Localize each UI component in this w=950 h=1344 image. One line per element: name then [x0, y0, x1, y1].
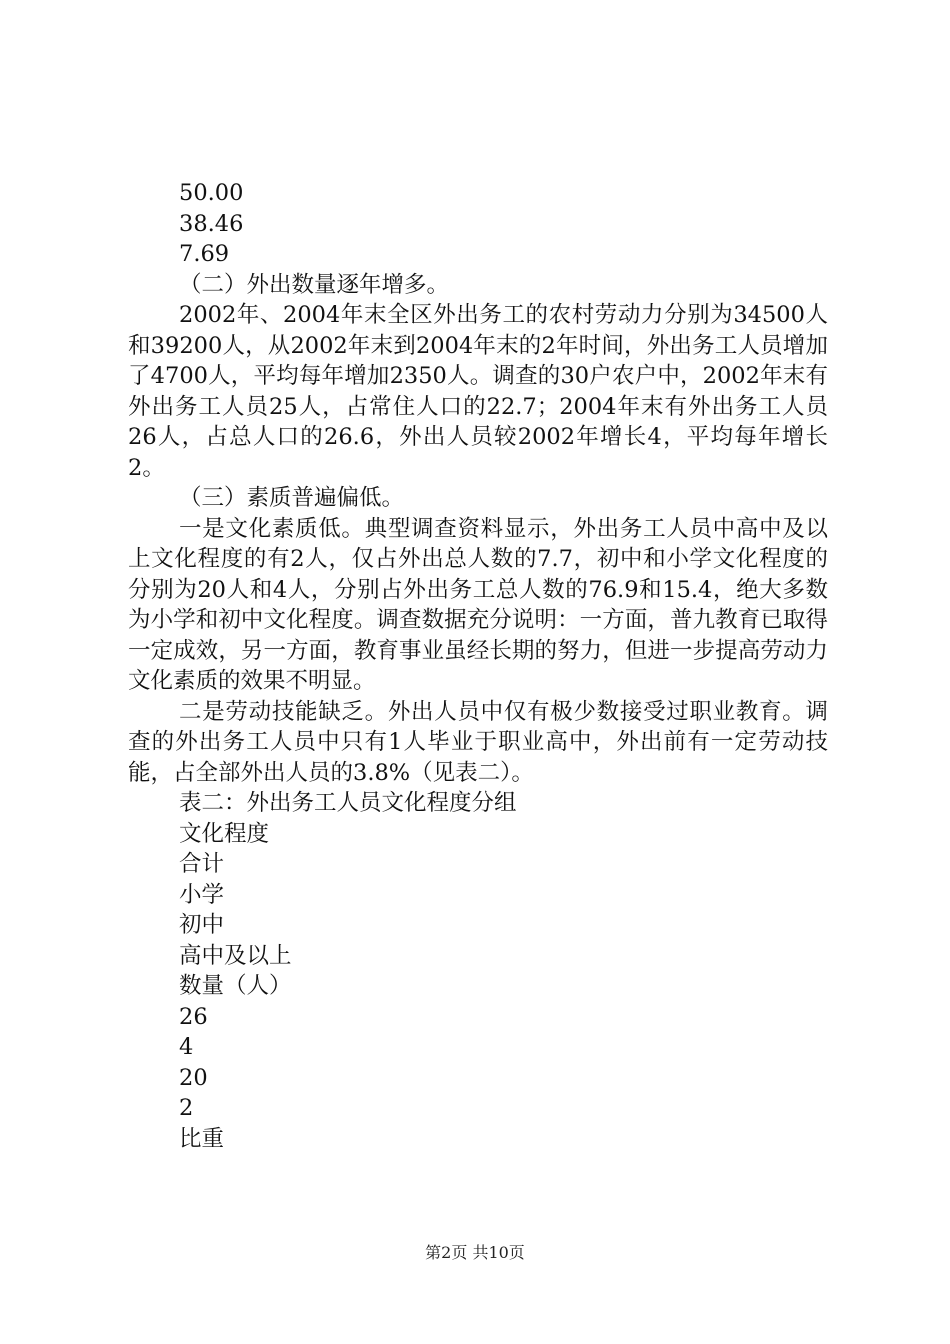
page-content	[128, 178, 828, 1154]
value-line: 7.69	[179, 241, 230, 267]
table-cell: 比重	[179, 1125, 225, 1152]
section-heading: （二）外出数量逐年增多。	[179, 271, 450, 298]
page-footer: 第2页 共10页	[425, 1243, 525, 1262]
table-cell: 26	[179, 1003, 208, 1030]
body-paragraph: 2002年、2004年末全区外出务工的农村劳动力分别为34500人和39200人，从2002年末到2004年末的2年时间，外出务工人员增加了4700人，平均每年增加2350人。调查的30户农户中，2002年末有外出务工人员25人，占常住人口的22.7；2004年末有外出务工人员26人，占总人口的26.6，外出人员较2002年增长4，平均每年增长2。	[128, 302, 828, 481]
value-line: 38.46	[179, 210, 244, 237]
section-heading: （三）素质普遍偏低。	[179, 485, 405, 511]
body-paragraph: 二是劳动技能缺乏。外出人员中仅有极少数接受过职业教育。调查的外出务工人员中只有1人毕业于职业高中，外出前有一定劳动技能，占全部外出人员的3.8%（见表二）。	[128, 698, 828, 786]
table-cell: 数量（人）	[179, 973, 292, 999]
table-cell: 文化程度	[179, 820, 270, 847]
table-cell: 合计	[179, 851, 225, 877]
table-cell: 20	[179, 1064, 208, 1091]
value-line: 50.00	[179, 180, 244, 206]
table-cell: 高中及以上	[179, 942, 292, 969]
table-cell: 2	[179, 1095, 194, 1121]
table-caption: 表二：外出务工人员文化程度分组	[179, 790, 517, 816]
table-cell: 4	[179, 1034, 194, 1060]
body-paragraph: 一是文化素质低。典型调查资料显示，外出务工人员中高中及以上文化程度的有2人，仅占外出总人数的7.7，初中和小学文化程度的分别为20人和4人，分别占外出务工总人数的76.9和15.4，绝大多数为小学和初中文化程度。调查数据充分说明：一方面，普九教育已取得一定成效，另一方面，教育事业虽经长期的努力，但进一步提高劳动力文化素质的效果不明显。	[128, 515, 828, 694]
table-cell: 初中	[179, 912, 225, 938]
table-cell: 小学	[179, 881, 225, 908]
